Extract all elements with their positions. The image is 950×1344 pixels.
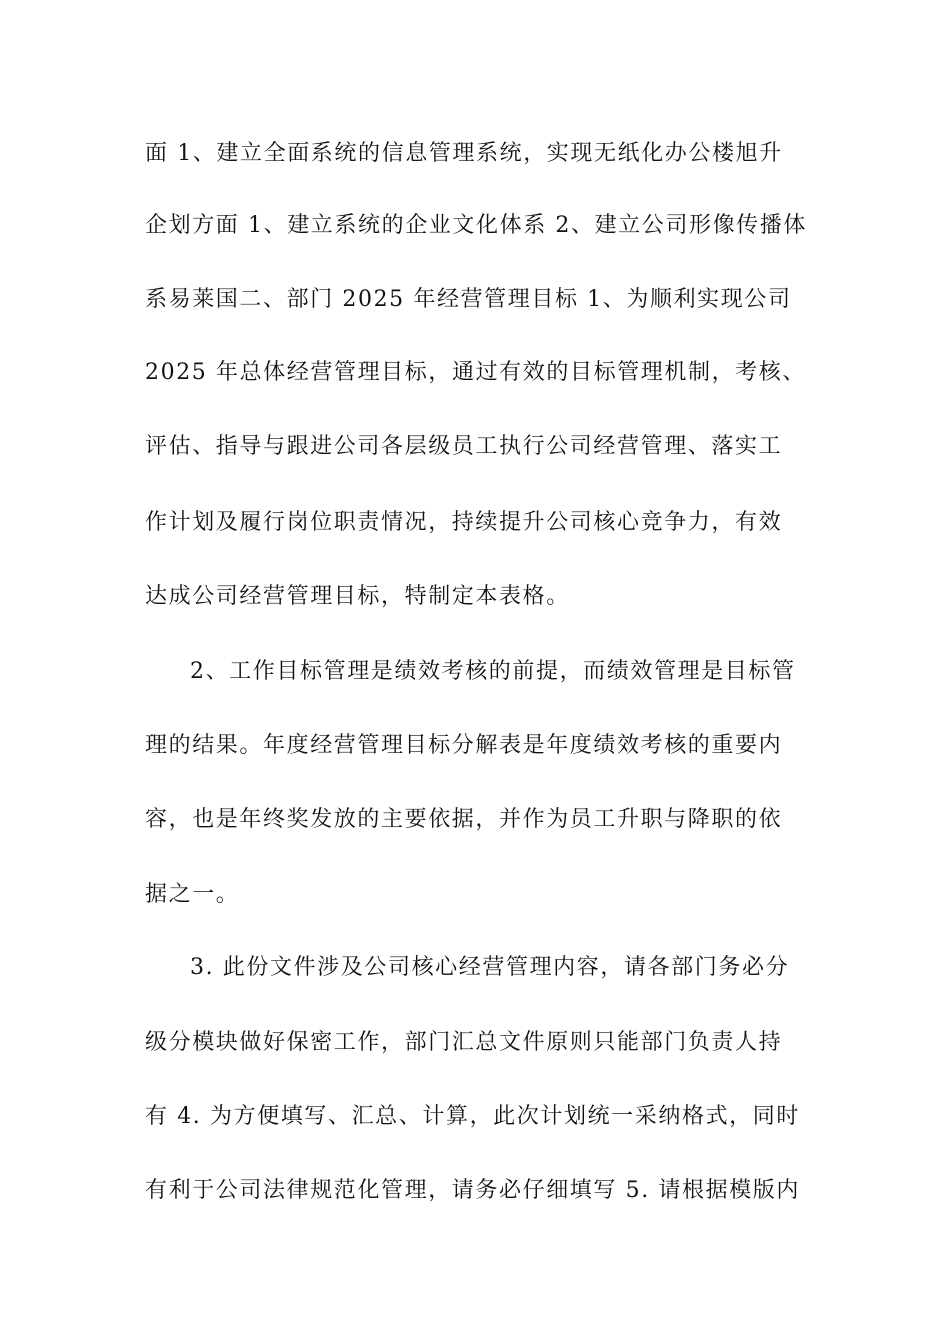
text-line: 达成公司经营管理目标，特制定本表格。 — [145, 584, 570, 609]
text-line: 有利于公司法律规范化管理，请务必仔细填写 5. 请根据模版内 — [145, 1178, 800, 1203]
text-line: 系易莱国二、部门 2025 年经营管理目标 1、为顺利实现公司 — [145, 287, 792, 312]
text-line: 有 4. 为方便填写、汇总、计算，此次计划统一采纳格式，同时 — [145, 1104, 800, 1129]
text-line: 作计划及履行岗位职责情况，持续提升公司核心竞争力，有效 — [145, 510, 783, 535]
text-line: 2025 年总体经营管理目标，通过有效的目标管理机制，考核、 — [145, 360, 806, 385]
text-line: 级分模块做好保密工作，部门汇总文件原则只能部门负责人持 — [145, 1030, 783, 1055]
text-line: 据之一。 — [145, 882, 240, 907]
text-line: 理的结果。年度经营管理目标分解表是年度绩效考核的重要内 — [145, 733, 783, 758]
text-line: 容，也是年终奖发放的主要依据，并作为员工升职与降职的依 — [145, 807, 783, 832]
paragraph-2-start: 2、工作目标管理是绩效考核的前提，而绩效管理是目标管 — [190, 659, 796, 684]
text-line: 面 1、建立全面系统的信息管理系统，实现无纸化办公楼旭升 — [145, 141, 783, 166]
text-line: 企划方面 1、建立系统的企业文化体系 2、建立公司形像传播体 — [145, 213, 807, 238]
text-line: 评估、指导与跟进公司各层级员工执行公司经营管理、落实工 — [145, 434, 783, 459]
paragraph-3-start: 3. 此份文件涉及公司核心经营管理内容，请各部门务必分 — [190, 955, 790, 980]
